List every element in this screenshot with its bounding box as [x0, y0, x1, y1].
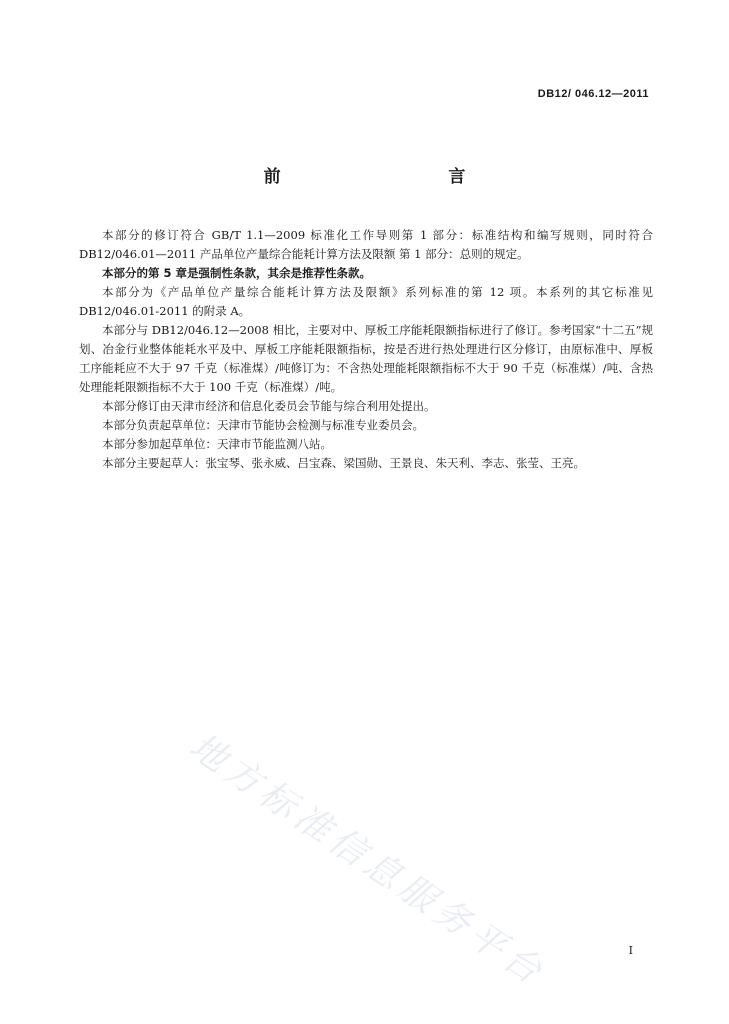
paragraph-revision: 本部分与 DB12/046.12—2008 相比，主要对中、厚板工序能耗限额指标进行了修订。参考国家“十二五”规划、冶金行业整体能耗水平及中、厚板工序能耗限额指标，按是否进行热处理进行区分修订，由原标准中、厚板工序能耗应不大于 97 千克（标准煤）/吨修订为：不含热处理能耗限额指标不大于 90 千克（标准煤）/吨、含热处理能耗限额指标不大于 100 千克（标准煤）/吨。: [79, 323, 653, 394]
paragraph-series: 本部分为《产品单位产量综合能耗计算方法及限额》系列标准的第 12 项。本系列的其它标准见 DB12/046.01-2011 的附录 A。: [79, 285, 653, 318]
paragraph-participating-unit: 本部分参加起草单位：天津市节能监测八站。: [102, 437, 332, 451]
paragraph-conformity: 本部分的修订符合 GB/T 1.1—2009 标准化工作导则第 1 部分：标准结构和编写规则，同时符合 DB12/046.01—2011 产品单位产量综合能耗计算方法及限额 第 1 部分：总则的规定。: [79, 228, 653, 261]
page-title: 前 言: [263, 167, 466, 187]
page-number: I: [628, 944, 633, 957]
paragraph-drafting-unit: 本部分负责起草单位：天津市节能协会检测与标准专业委员会。: [102, 418, 424, 432]
foreword-body: [79, 226, 653, 473]
watermark: 地方标准信息服务平台: [181, 725, 553, 995]
document-id: DB12/ 046.12—2011: [537, 88, 649, 100]
paragraph-mandatory-clauses: 本部分的第 5 章是强制性条款，其余是推荐性条款。: [102, 266, 372, 280]
paragraph-proposer: 本部分修订由天津市经济和信息化委员会节能与综合利用处提出。: [102, 399, 436, 413]
paragraph-drafters: 本部分主要起草人：张宝琴、张永威、吕宝森、梁国勋、王景良、朱天利、李志、张莹、王亮。: [102, 456, 585, 470]
